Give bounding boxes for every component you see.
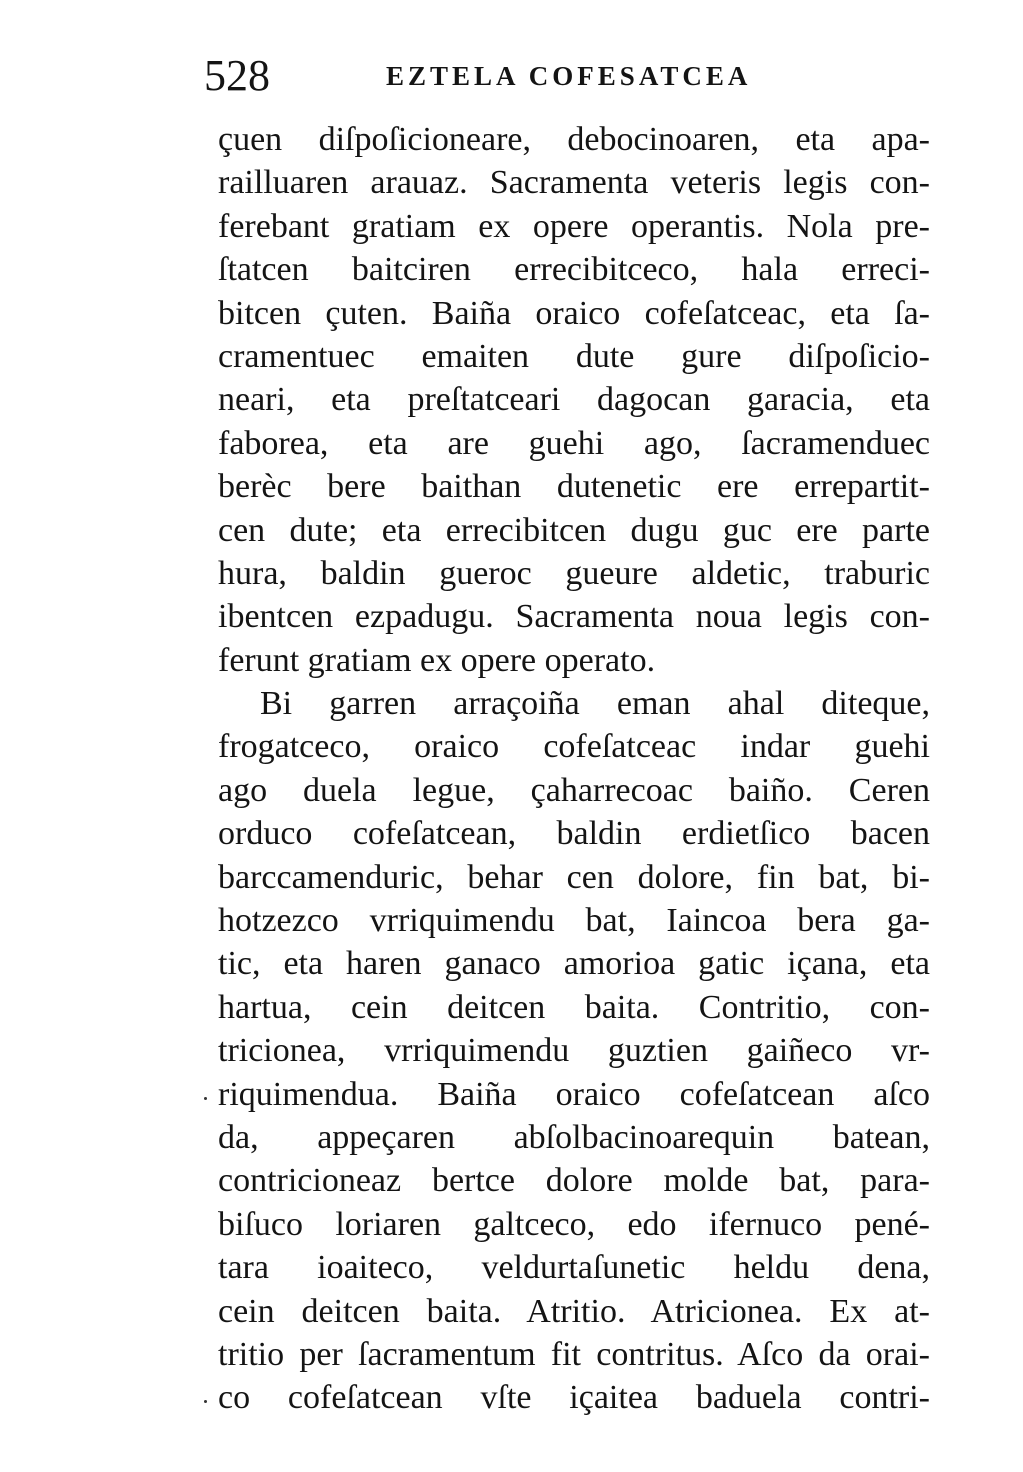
text-line: hotzezco vrriquimendu bat, Iaincoa bera ga- xyxy=(218,902,930,940)
text-line: ibentcen ezpadugu. Sacramenta noua legis con- xyxy=(218,598,930,636)
text-line: cramentuec emaiten dute gure diſpoſicio- xyxy=(218,337,930,375)
text-line: contricioneaz bertce dolore molde bat, para- xyxy=(218,1162,930,1200)
text-line: railluaren arauaz. Sacramenta veteris legis con- xyxy=(218,164,930,202)
text-line: orduco cofeſatcean, baldin erdietſico bacen xyxy=(218,815,930,853)
text-line: neari, eta preſtatceari dagocan garacia, eta xyxy=(218,381,930,419)
text-line: ferebant gratiam ex opere operantis. Nola pre- xyxy=(218,207,930,245)
text-line: hartua, cein deitcen baita. Contritio, con- xyxy=(218,988,930,1026)
text-line: co cofeſatcean vſte içaitea baduela contri- xyxy=(218,1376,930,1419)
text-line: ferunt gratiam ex opere operato. xyxy=(218,641,656,679)
running-head xyxy=(204,48,804,104)
text-line: frogatceco, oraico cofeſatceac indar guehi xyxy=(218,728,930,766)
text-line: cen dute; eta errecibitcen dugu guc ere parte xyxy=(218,511,930,549)
text-line: cein deitcen baita. Atritio. Atricionea. Ex at- xyxy=(218,1292,930,1330)
text-line: da, appeçaren abſolbacinoarequin batean, xyxy=(218,1118,930,1156)
text-line: faborea, eta are guehi ago, ſacramenduec xyxy=(218,424,930,462)
text-line: tic, eta haren ganaco amorioa gatic içana, eta xyxy=(218,945,930,983)
text-line: ſtatcen baitciren errecibitceco, hala erreci- xyxy=(218,251,930,289)
page-number: 528 xyxy=(204,51,270,100)
text-line: tricionea, vrriquimendu guztien gaiñeco vr- xyxy=(218,1032,930,1070)
text-line: barccamenduric, behar cen dolore, fin bat, bi- xyxy=(218,858,930,896)
text-line: berèc bere baithan dutenetic ere errepartit- xyxy=(218,468,930,506)
text-line: biſuco loriaren galtceco, edo ifernuco pené- xyxy=(218,1205,930,1243)
running-head-title: EZTELA COFESATCEA xyxy=(386,61,752,91)
text-line: bitcen çuten. Baiña oraico cofeſatceac, eta ſa- xyxy=(218,294,930,332)
text-line: hura, baldin gueroc gueure aldetic, traburic xyxy=(218,554,930,592)
text-line: Bi garren arraçoiña eman ahal diteque, xyxy=(260,685,930,723)
text-line: riquimendua. Baiña oraico cofeſatcean aſco xyxy=(218,1073,930,1116)
text-line: çuen diſpoſicioneare, debocinoaren, eta apa- xyxy=(218,121,930,158)
body-text xyxy=(218,118,930,1420)
text-line: tara ioaiteco, veldurtaſunetic heldu dena, xyxy=(218,1249,930,1287)
text-line: ago duela legue, çaharrecoac baiño. Ceren xyxy=(218,771,930,809)
text-line: tritio per ſacramentum fit contritus. Aſco da orai- xyxy=(218,1335,930,1373)
